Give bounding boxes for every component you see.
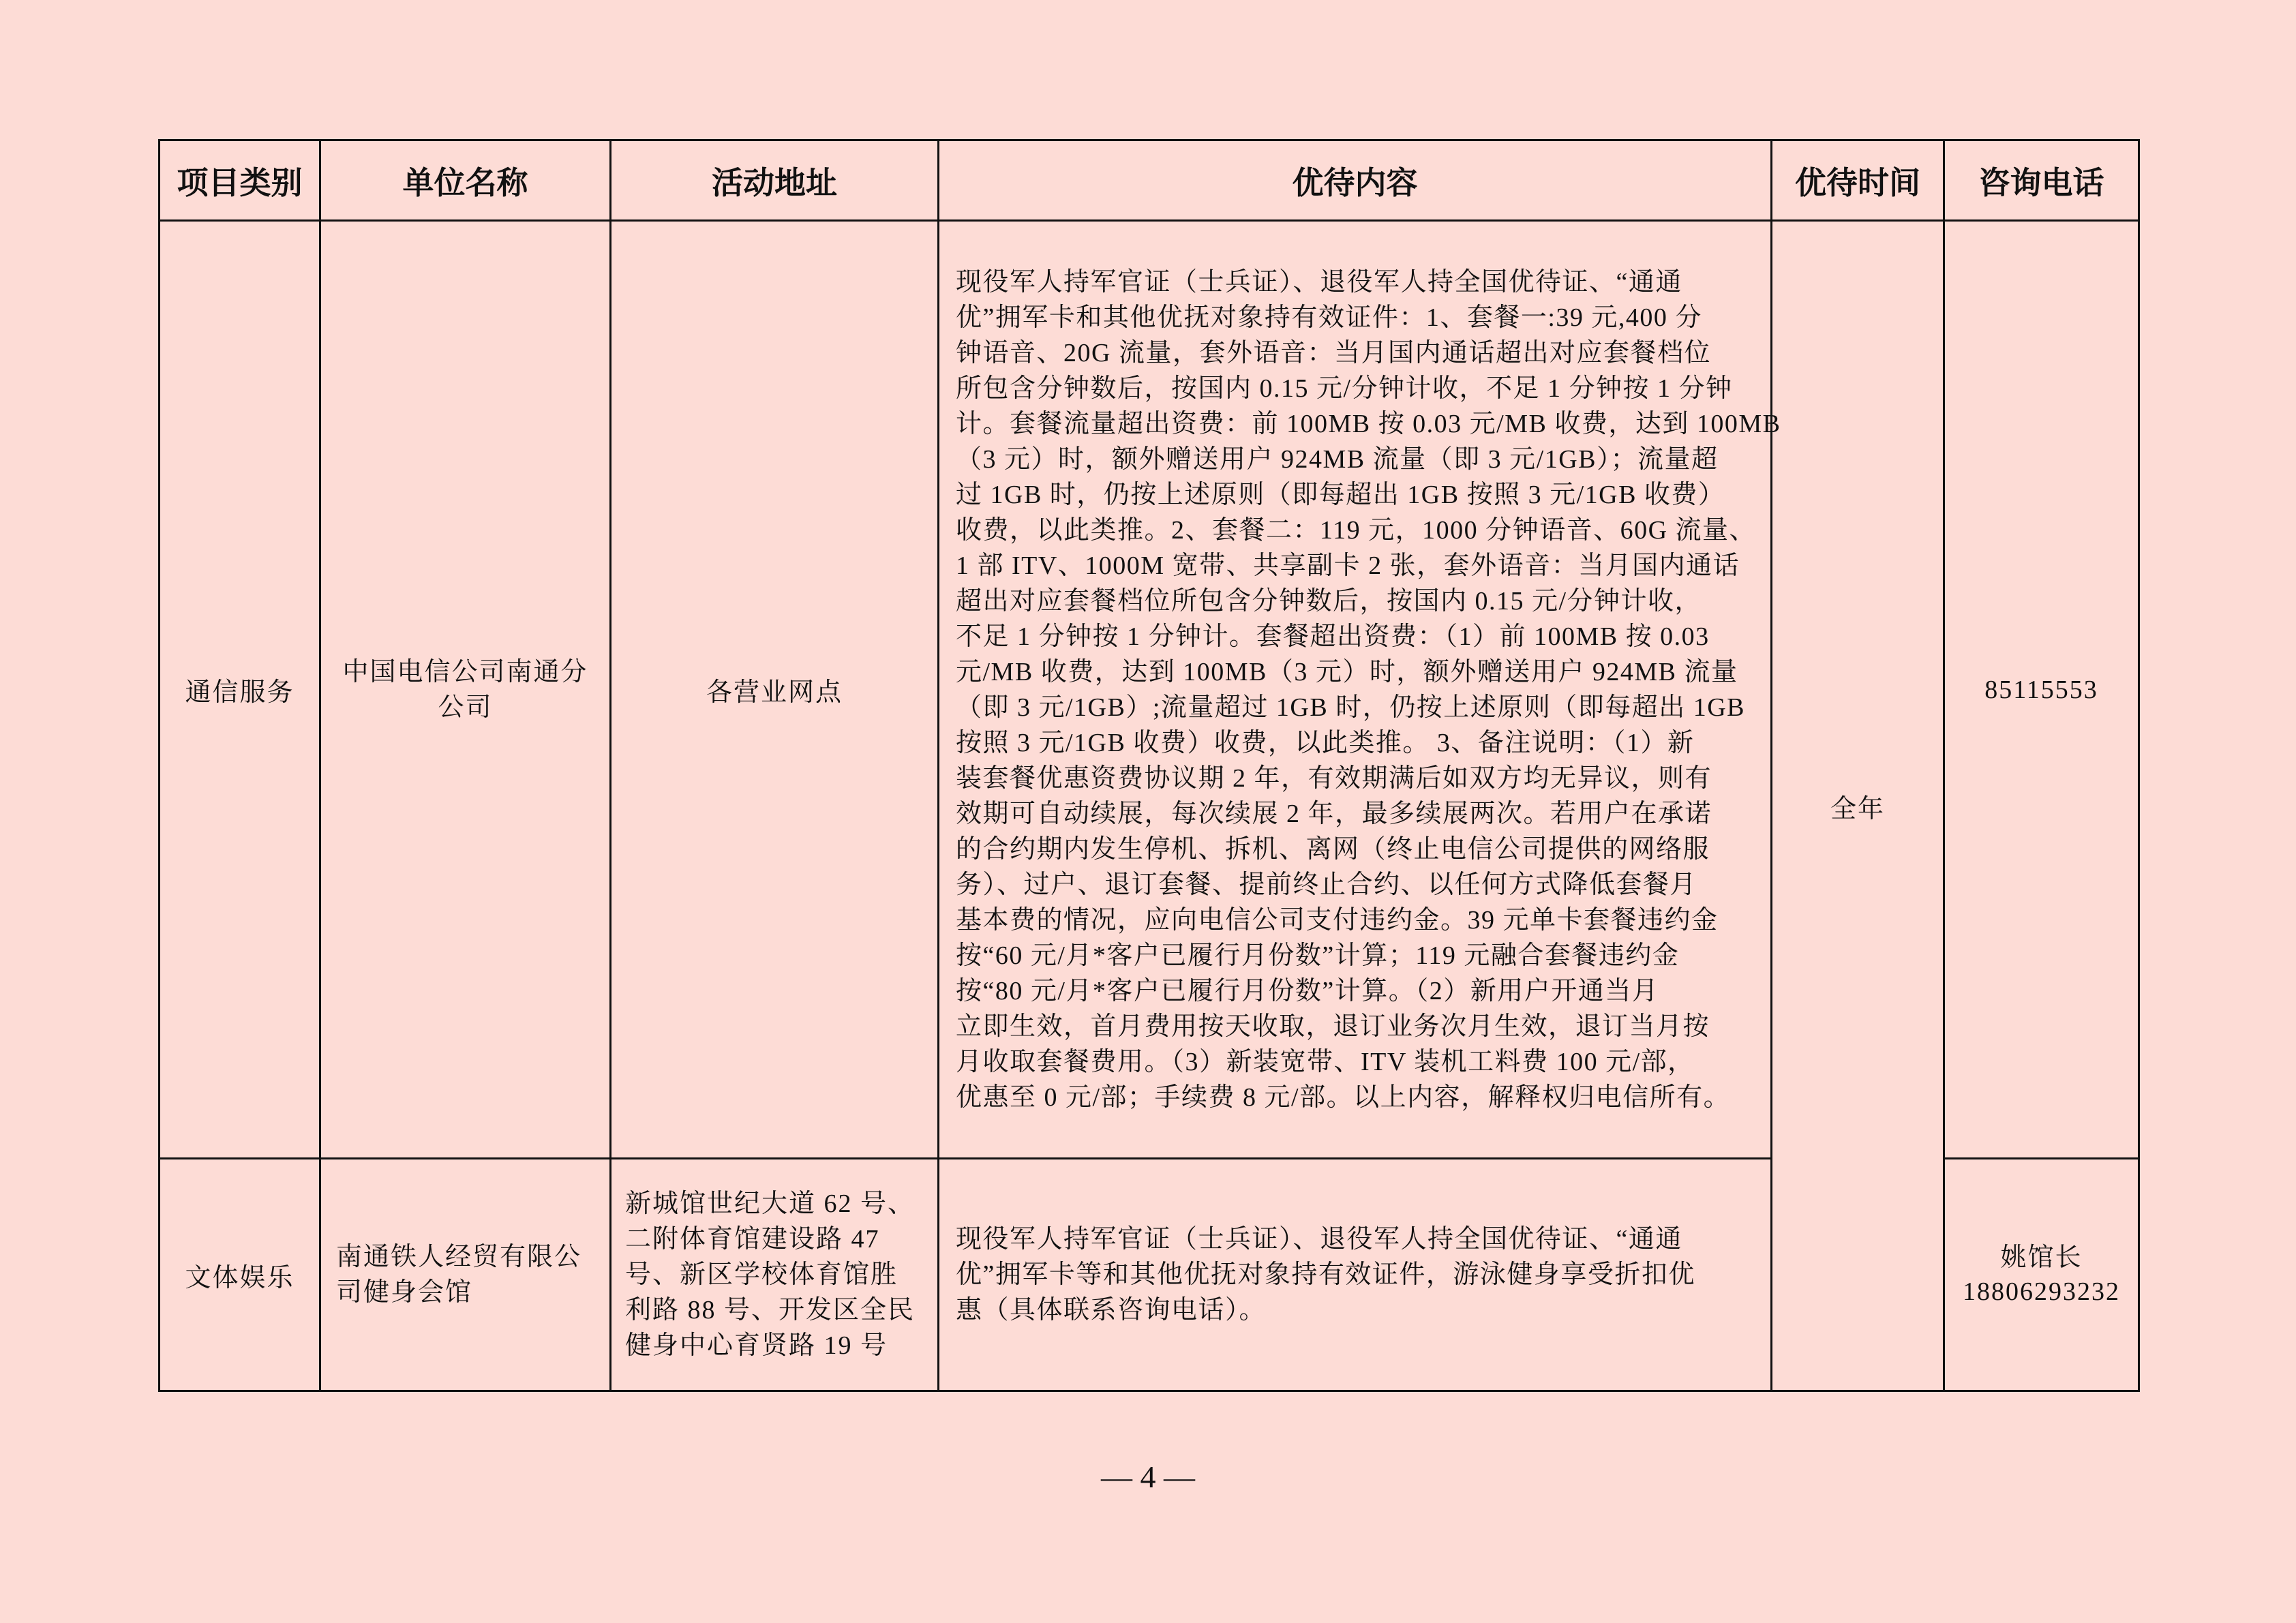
content-line: 1 部 ITV、1000M 宽带、共享副卡 2 张，套外语音：当月国内通话 (956, 551, 1740, 580)
header-content: 优待内容 (939, 140, 1772, 221)
page-number: — 4 — (1101, 1459, 1195, 1494)
header-time: 优待时间 (1772, 140, 1944, 221)
table-row (160, 221, 2139, 1159)
phone-cell: 85115553 (1944, 221, 2139, 1159)
content-line: 钟语音、20G 流量，套外语音：当月国内通话超出对应套餐档位 (956, 338, 1711, 367)
content-line: 收费，以此类推。2、套餐二：119 元，1000 分钟语音、60G 流量、 (956, 515, 1757, 545)
content-line: 优”拥军卡等和其他优抚对象持有效证件，游泳健身享受折扣优 (956, 1260, 1695, 1289)
unit-cell: 中国电信公司南通分公司 (320, 221, 611, 1159)
content-line: 现役军人持军官证（士兵证）、退役军人持全国优待证、“通通 (956, 267, 1682, 297)
content-cell (939, 1159, 1772, 1391)
phone-cell (1944, 1159, 2139, 1391)
content-line: 计。套餐流量超出资费：前 100MB 按 0.03 元/MB 收费，达到 100MB (956, 409, 1781, 438)
content-line: 按照 3 元/1GB 收费）收费，以此类推。 3、备注说明：（1）新 (956, 728, 1695, 757)
address-cell: 新城馆世纪大道 62 号、二附体育馆建设路 47 号、新区学校体育馆胜利路 88 号、开发区全民健身中心育贤路 19 号 (611, 1159, 939, 1391)
phone-number: 18806293232 (1963, 1277, 2120, 1306)
table-header-row (160, 140, 2139, 221)
content-line: 装套餐优惠资费协议期 2 年，有效期满后如双方均无异议，则有 (956, 763, 1712, 793)
content-line: 不足 1 分钟按 1 分钟计。套餐超出资费：（1）前 100MB 按 0.03 (956, 622, 1710, 651)
content-line: 效期可自动续展，每次续展 2 年，最多续展两次。若用户在承诺 (956, 799, 1712, 828)
content-line: 月收取套餐费用。（3）新装宽带、ITV 装机工料费 100 元/部， (956, 1047, 1695, 1076)
address-cell: 各营业网点 (611, 221, 939, 1159)
content-line: 基本费的情况，应向电信公司支付违约金。39 元单卡套餐违约金 (956, 905, 1719, 935)
time-cell: 全年 (1772, 221, 1944, 1391)
header-address: 活动地址 (611, 140, 939, 221)
content-line: （3 元）时，额外赠送用户 924MB 流量（即 3 元/1GB）；流量超 (956, 444, 1719, 474)
content-line: 按“80 元/月*客户已履行月份数”计算。（2）新用户开通当月 (956, 976, 1659, 1005)
content-line: 优惠至 0 元/部；手续费 8 元/部。以上内容，解释权归电信所有。 (956, 1082, 1731, 1112)
content-line: 所包含分钟数后，按国内 0.15 元/分钟计收，不足 1 分钟按 1 分钟 (956, 374, 1733, 403)
content-line: 过 1GB 时，仍按上述原则（即每超出 1GB 按照 3 元/1GB 收费） (956, 480, 1725, 509)
header-phone: 咨询电话 (1944, 140, 2139, 221)
content-line: 优”拥军卡和其他优抚对象持有效证件：1、套餐一:39 元,400 分 (956, 303, 1702, 332)
unit-cell: 南通铁人经贸有限公司健身会馆 (320, 1159, 611, 1391)
content-line: （即 3 元/1GB）;流量超过 1GB 时，仍按上述原则（即每超出 1GB (956, 693, 1745, 722)
content-line: 务）、过户、退订套餐、提前终止合约、以任何方式降低套餐月 (956, 870, 1697, 899)
category-cell: 文体娱乐 (160, 1159, 320, 1391)
content-line: 的合约期内发生停机、拆机、离网（终止电信公司提供的网络服 (956, 834, 1710, 864)
content-line: 立即生效，首月费用按天收取，退订业务次月生效，退订当月按 (956, 1012, 1710, 1041)
header-unit: 单位名称 (320, 140, 611, 221)
content-line: 惠（具体联系咨询电话）。 (956, 1296, 1267, 1324)
header-category: 项目类别 (160, 140, 320, 221)
content-line: 按“60 元/月*客户已履行月份数”计算；119 元融合套餐违约金 (956, 941, 1680, 970)
content-line: 现役军人持军官证（士兵证）、退役军人持全国优待证、“通通 (956, 1225, 1682, 1254)
content-line: 超出对应套餐档位所包含分钟数后，按国内 0.15 元/分钟计收， (956, 586, 1702, 616)
phone-contact: 姚馆长 (2000, 1243, 2083, 1272)
content-line: 元/MB 收费，达到 100MB（3 元）时，额外赠送用户 924MB 流量 (956, 657, 1738, 686)
category-cell: 通信服务 (160, 221, 320, 1159)
content-cell (939, 221, 1781, 1159)
benefits-table (158, 139, 2140, 1392)
